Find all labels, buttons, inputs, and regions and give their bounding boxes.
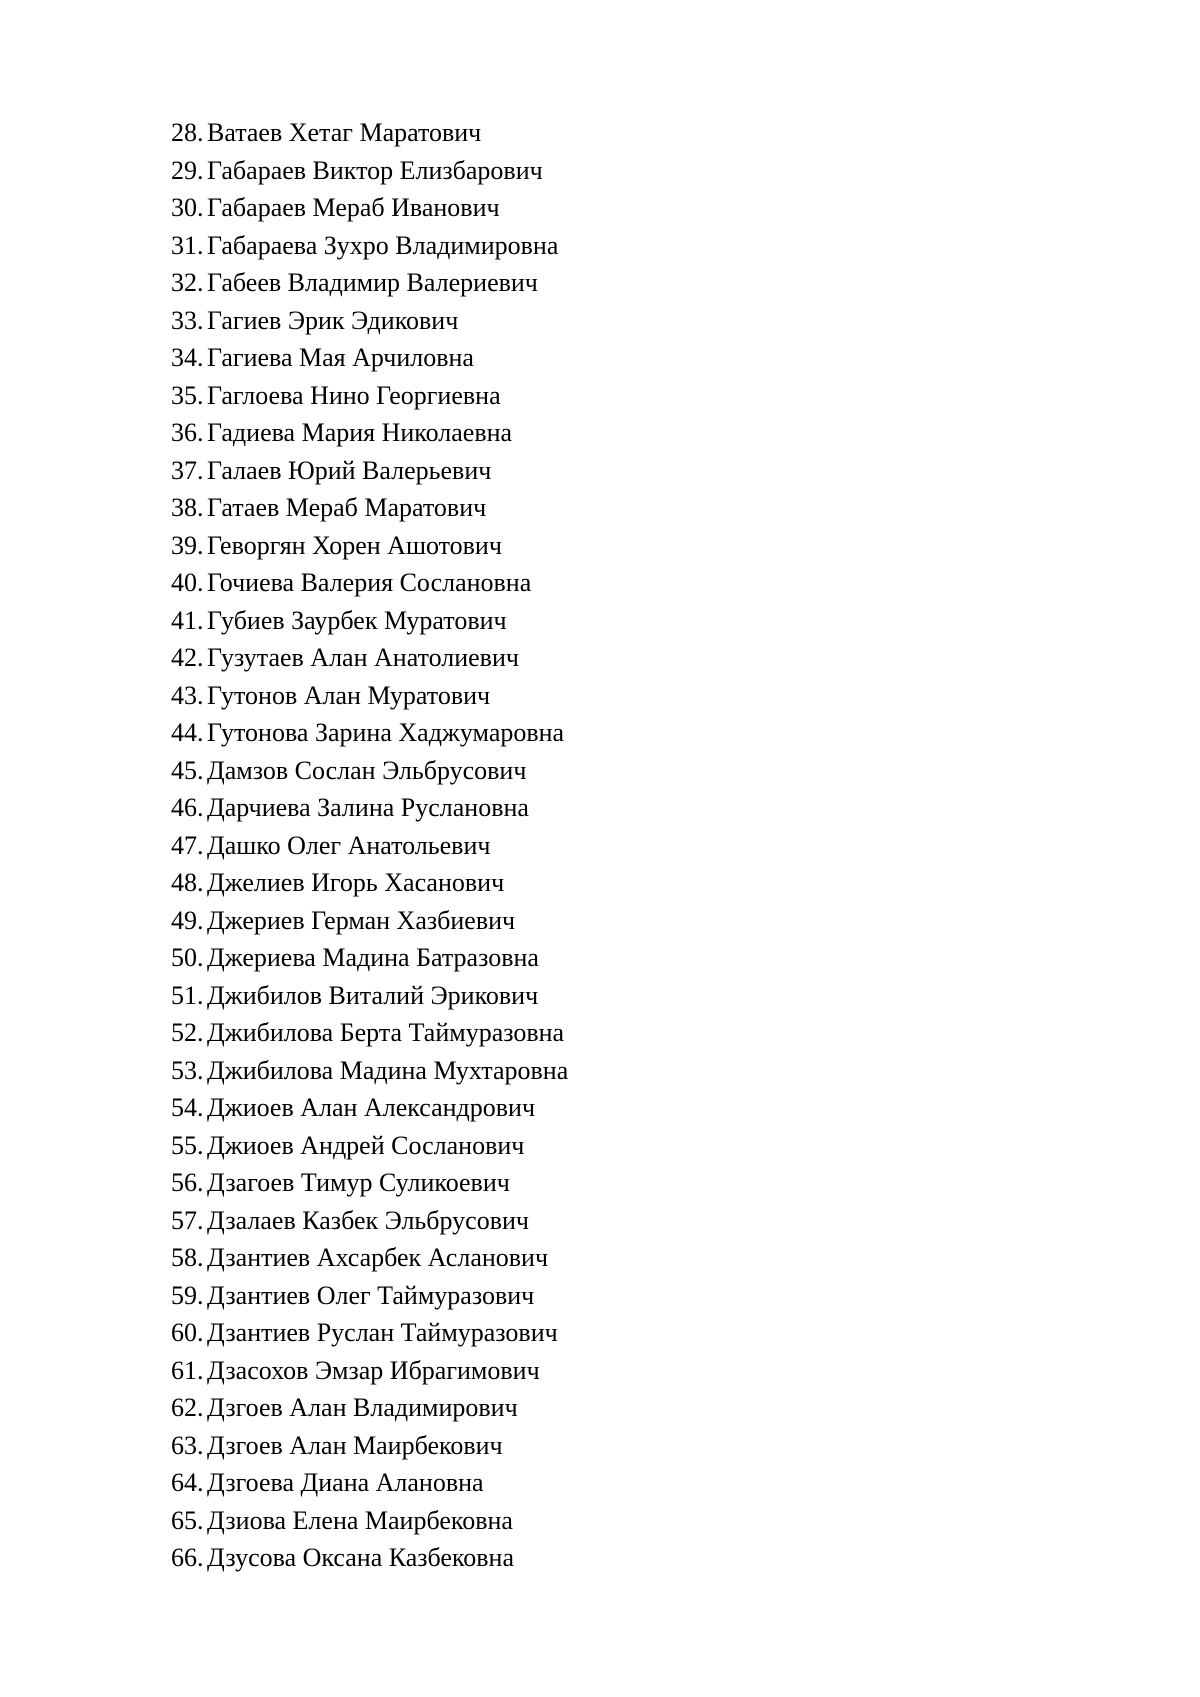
list-item-number: 66. — [171, 1543, 204, 1572]
list-item-number: 46. — [171, 793, 204, 822]
list-item — [171, 339, 568, 377]
name-list — [171, 114, 568, 1577]
list-item — [171, 714, 568, 752]
list-item-number: 43. — [171, 680, 204, 710]
list-item — [171, 752, 568, 790]
list-item-name: Джибилова Берта Таймуразовна — [207, 1018, 565, 1047]
list-item-number: 45. — [171, 755, 204, 785]
list-item-name: Дзантиев Руслан Таймуразович — [207, 1318, 558, 1347]
list-item — [171, 639, 568, 677]
list-item-number: 40. — [171, 568, 204, 597]
list-item-name: Гаглоева Нино Георгиевна — [207, 380, 501, 410]
list-item-name: Дзантиев Олег Таймуразович — [207, 1280, 535, 1310]
list-item-name: Гадиева Мария Николаевна — [207, 418, 513, 447]
list-item — [171, 977, 568, 1015]
list-item — [171, 1202, 568, 1240]
list-item — [171, 1352, 568, 1390]
list-item-number: 53. — [171, 1055, 204, 1085]
list-item — [171, 1539, 568, 1577]
list-item-number: 44. — [171, 718, 204, 747]
list-item — [171, 114, 568, 152]
list-item — [171, 1464, 568, 1502]
list-item — [171, 1389, 568, 1427]
list-item-name: Гатаев Мераб Маратович — [207, 493, 487, 522]
list-item-number: 48. — [171, 868, 204, 897]
list-item-name: Гутонов Алан Муратович — [207, 680, 491, 710]
list-item — [171, 189, 568, 227]
list-item-number: 34. — [171, 343, 204, 372]
list-item-number: 32. — [171, 268, 204, 297]
list-item-name: Габараев Виктор Елизбарович — [207, 155, 543, 185]
list-item-number: 35. — [171, 380, 204, 410]
list-item — [171, 864, 568, 902]
list-item — [171, 1239, 568, 1277]
list-item — [171, 1164, 568, 1202]
list-item — [171, 1502, 568, 1540]
list-item — [171, 152, 568, 190]
list-item — [171, 1089, 568, 1127]
list-item — [171, 1052, 568, 1090]
list-item-name: Джиоев Алан Александрович — [207, 1093, 536, 1122]
list-item-name: Гагиева Мая Арчиловна — [207, 343, 474, 372]
list-item-number: 50. — [171, 943, 204, 972]
list-item-name: Джибилова Мадина Мухтаровна — [207, 1055, 569, 1085]
list-item-number: 59. — [171, 1280, 204, 1310]
list-item-name: Дзгоев Алан Маирбекович — [207, 1430, 503, 1460]
list-item-name: Джелиев Игорь Хасанович — [207, 868, 505, 897]
list-item-name: Дзиова Елена Маирбековна — [207, 1505, 513, 1535]
list-item-number: 42. — [171, 643, 204, 672]
list-item — [171, 414, 568, 452]
list-item-number: 65. — [171, 1505, 204, 1535]
list-item — [171, 489, 568, 527]
list-item-name: Галаев Юрий Валерьевич — [207, 455, 492, 485]
list-item-name: Дзантиев Ахсарбек Асланович — [207, 1243, 549, 1272]
list-item-number: 47. — [171, 830, 204, 860]
list-item — [171, 827, 568, 865]
list-item — [171, 527, 568, 565]
list-item-number: 29. — [171, 155, 204, 185]
list-item-number: 63. — [171, 1430, 204, 1460]
list-item-number: 54. — [171, 1093, 204, 1122]
list-item-number: 37. — [171, 455, 204, 485]
list-item-number: 64. — [171, 1468, 204, 1497]
list-item — [171, 902, 568, 940]
list-item — [171, 1427, 568, 1465]
list-item-name: Джибилов Виталий Эрикович — [207, 980, 539, 1010]
list-item — [171, 264, 568, 302]
list-item-number: 38. — [171, 493, 204, 522]
list-item — [171, 939, 568, 977]
list-item-name: Джериева Мадина Батразовна — [207, 943, 539, 972]
list-item — [171, 1314, 568, 1352]
list-item — [171, 227, 568, 265]
list-item — [171, 677, 568, 715]
list-item-number: 52. — [171, 1018, 204, 1047]
list-item-number: 60. — [171, 1318, 204, 1347]
list-item-name: Дзусова Оксана Казбековна — [207, 1543, 515, 1572]
list-item-name: Гагиев Эрик Эдикович — [207, 305, 459, 335]
list-item-number: 33. — [171, 305, 204, 335]
list-item-number: 41. — [171, 605, 204, 635]
list-item-name: Джериев Герман Хазбиевич — [207, 905, 516, 935]
list-item-name: Гузутаев Алан Анатолиевич — [207, 643, 519, 672]
list-item-name: Дзагоев Тимур Суликоевич — [207, 1168, 510, 1197]
list-item-number: 61. — [171, 1355, 204, 1385]
list-item-name: Джиоев Андрей Сосланович — [207, 1130, 525, 1160]
list-item — [171, 302, 568, 340]
list-item — [171, 1014, 568, 1052]
list-item-number: 28. — [171, 118, 204, 147]
list-item-name: Дзгоев Алан Владимирович — [207, 1393, 518, 1422]
list-item-name: Габеев Владимир Валериевич — [207, 268, 538, 297]
list-item-number: 31. — [171, 230, 204, 260]
list-item — [171, 452, 568, 490]
list-item-name: Габараева Зухро Владимировна — [207, 230, 559, 260]
list-item — [171, 602, 568, 640]
list-item-name: Ватаев Хетаг Маратович — [207, 118, 482, 147]
list-item-number: 56. — [171, 1168, 204, 1197]
list-item — [171, 789, 568, 827]
list-item-name: Дарчиева Залина Руслановна — [207, 793, 529, 822]
list-item-number: 36. — [171, 418, 204, 447]
list-item — [171, 564, 568, 602]
list-item-number: 57. — [171, 1205, 204, 1235]
list-item-name: Геворгян Хорен Ашотович — [207, 530, 502, 560]
list-item-number: 58. — [171, 1243, 204, 1272]
list-item-number: 49. — [171, 905, 204, 935]
list-item-number: 39. — [171, 530, 204, 560]
list-item-name: Дзгоева Диана Алановна — [207, 1468, 484, 1497]
list-item-number: 51. — [171, 980, 204, 1010]
list-item-number: 55. — [171, 1130, 204, 1160]
list-item — [171, 1277, 568, 1315]
list-item-name: Дзасохов Эмзар Ибрагимович — [207, 1355, 540, 1385]
list-item — [171, 1127, 568, 1165]
list-item-name: Дашко Олег Анатольевич — [207, 830, 491, 860]
list-item-number: 62. — [171, 1393, 204, 1422]
list-item-name: Гочиева Валерия Сослановна — [207, 568, 532, 597]
list-item-name: Дамзов Сослан Эльбрусович — [207, 755, 527, 785]
list-item-name: Губиев Заурбек Муратович — [207, 605, 507, 635]
list-item-number: 30. — [171, 193, 204, 222]
list-item — [171, 377, 568, 415]
list-item-name: Дзалаев Казбек Эльбрусович — [207, 1205, 529, 1235]
list-item-name: Габараев Мераб Иванович — [207, 193, 500, 222]
list-item-name: Гутонова Зарина Хаджумаровна — [207, 718, 565, 747]
